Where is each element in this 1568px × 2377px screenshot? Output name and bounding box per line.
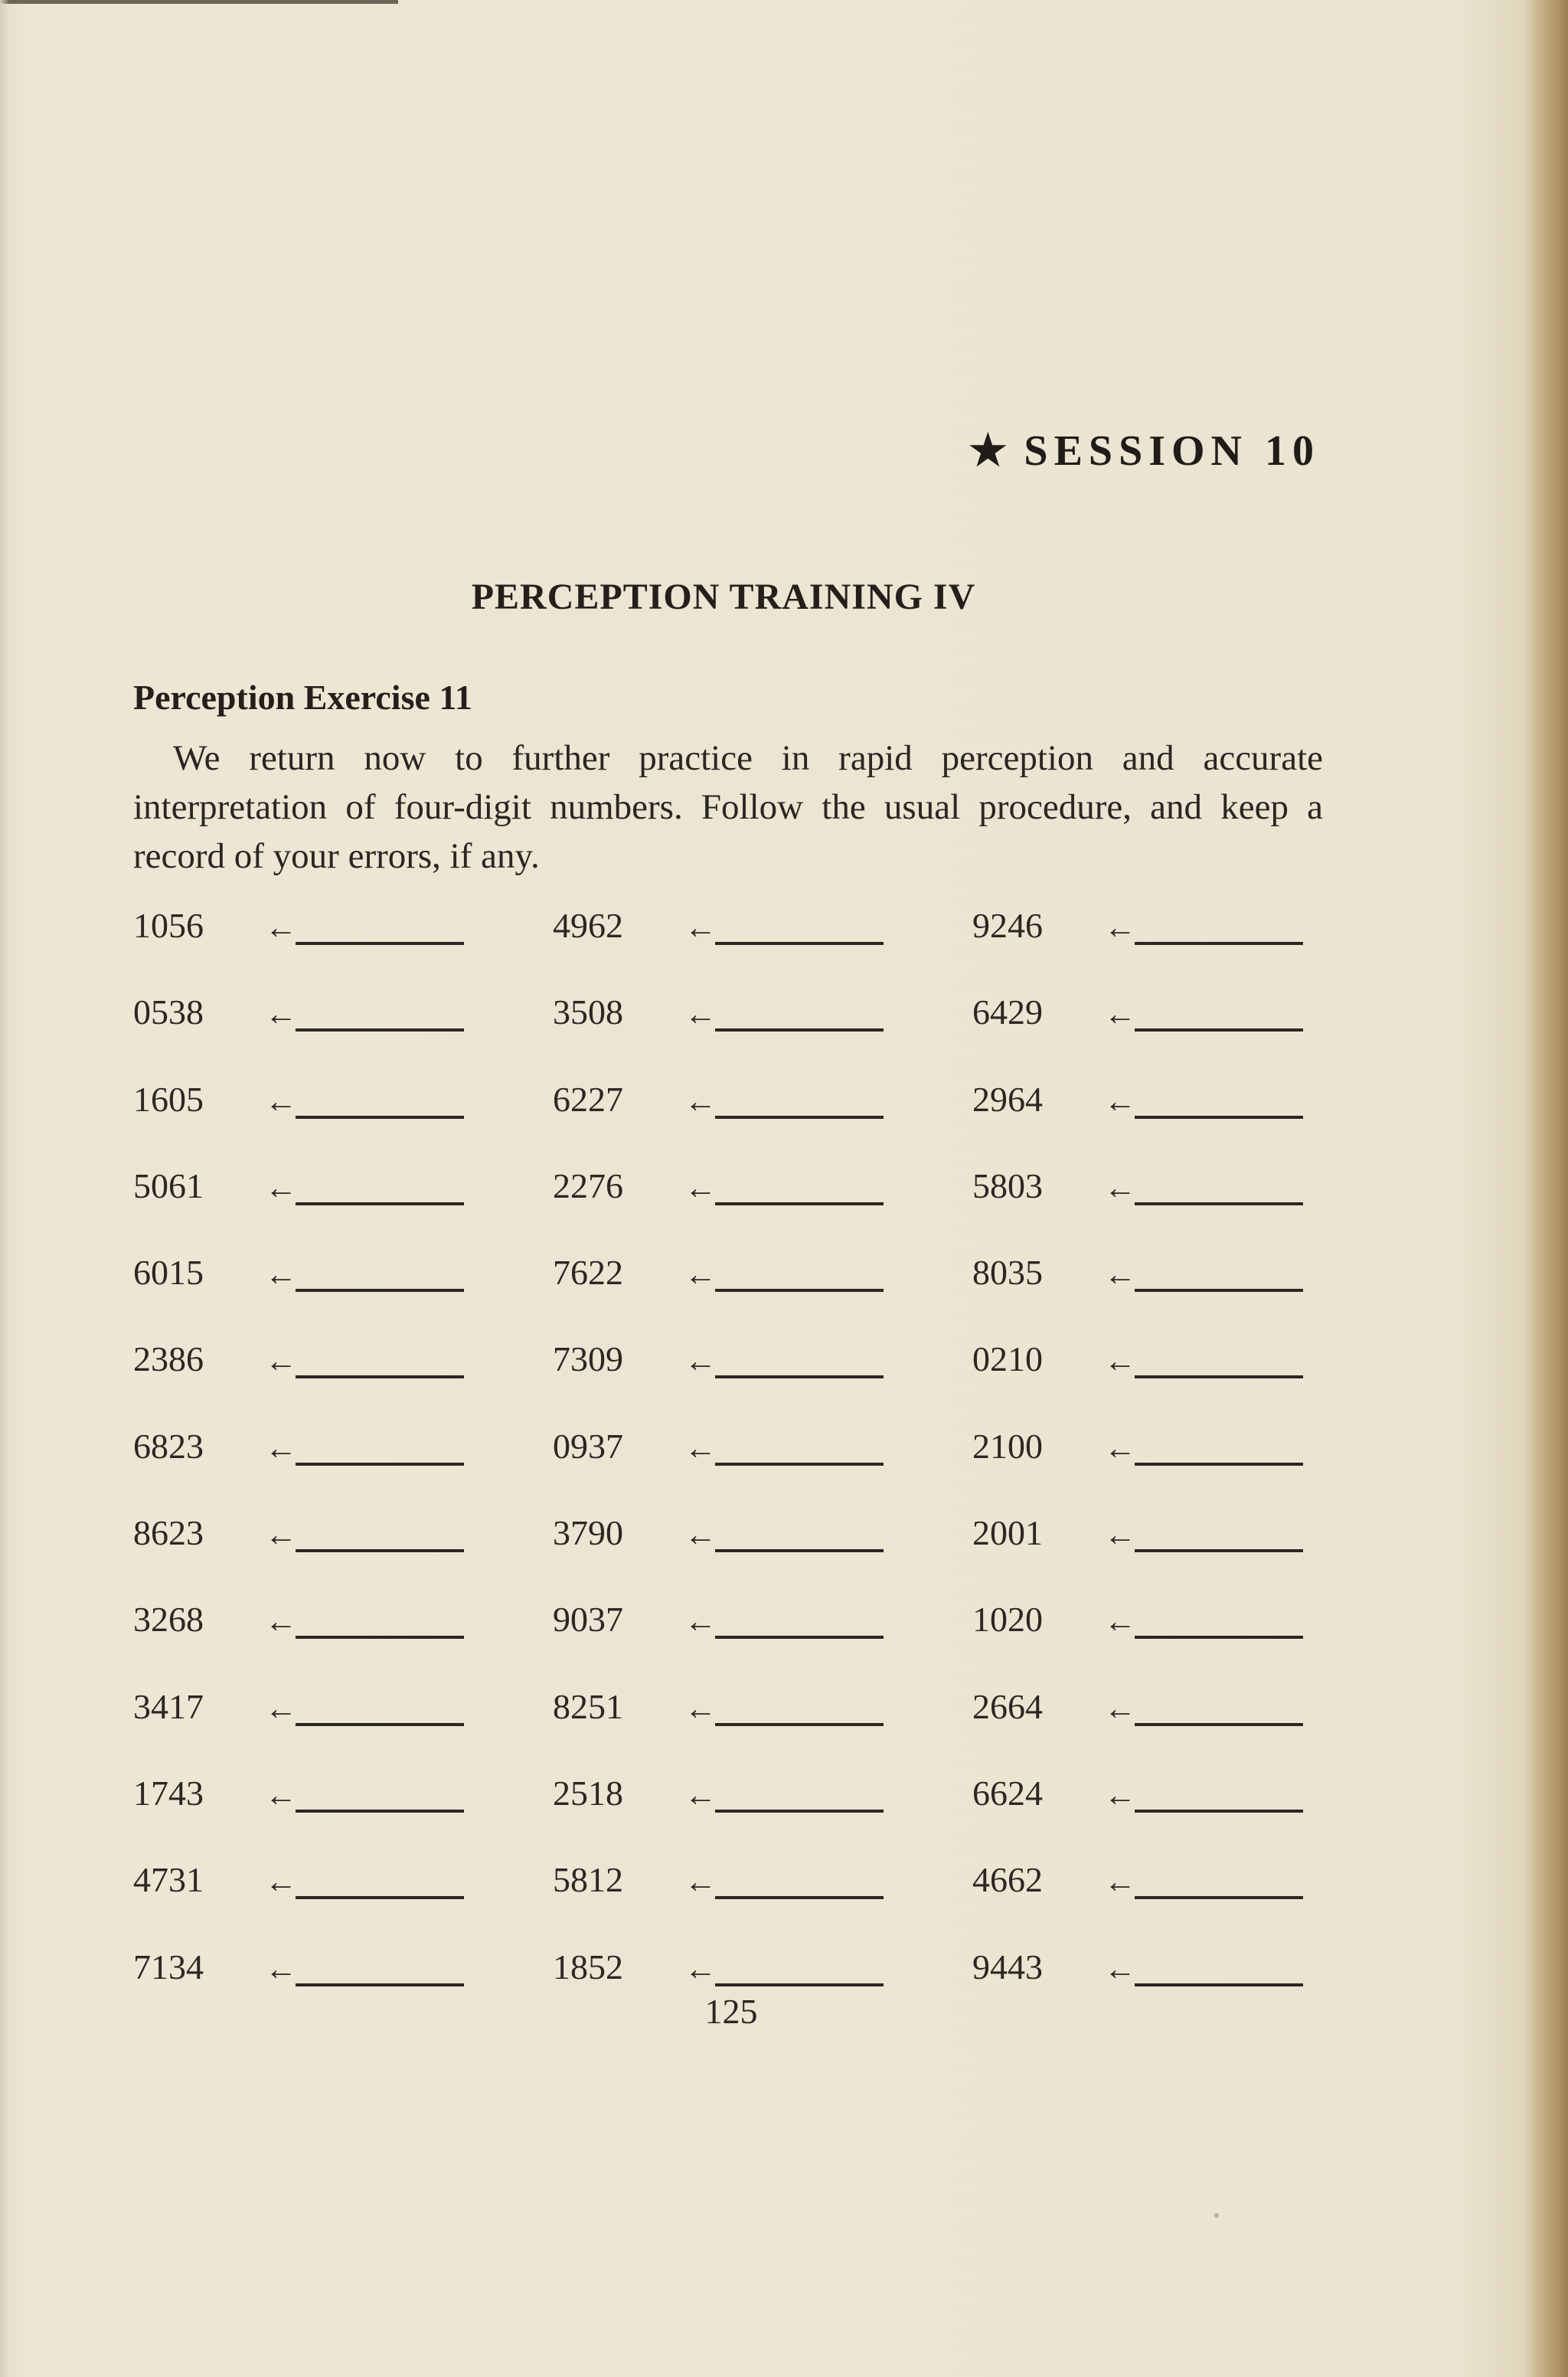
left-arrow-icon: ← bbox=[684, 1865, 717, 1901]
exercise-item bbox=[133, 1686, 553, 1732]
page-number: 125 bbox=[704, 1992, 758, 2031]
left-arrow-icon: ← bbox=[684, 1951, 717, 1987]
answer-blank[interactable] bbox=[296, 1079, 464, 1119]
four-digit-number: 0538 bbox=[133, 992, 204, 1032]
answer-blank[interactable] bbox=[296, 1773, 464, 1813]
exercise-row bbox=[133, 1252, 1328, 1339]
answer-blank[interactable] bbox=[715, 1686, 884, 1726]
exercise-row bbox=[133, 1773, 1328, 1859]
exercise-item bbox=[553, 1859, 972, 1905]
left-arrow-icon: ← bbox=[684, 1344, 717, 1380]
paper-speck bbox=[1214, 2213, 1219, 2218]
exercise-item bbox=[133, 1339, 553, 1385]
answer-blank[interactable] bbox=[715, 1079, 884, 1119]
exercise-row bbox=[133, 1512, 1328, 1599]
exercise-item bbox=[972, 1947, 1328, 1993]
session-title bbox=[969, 426, 1320, 476]
left-arrow-icon: ← bbox=[265, 1257, 297, 1293]
left-arrow-icon: ← bbox=[265, 1170, 297, 1206]
answer-blank[interactable] bbox=[296, 1426, 464, 1466]
four-digit-number: 7134 bbox=[133, 1947, 204, 1986]
left-arrow-icon: ← bbox=[1104, 1084, 1136, 1120]
left-arrow-icon: ← bbox=[684, 1170, 717, 1206]
four-digit-number: 1743 bbox=[133, 1773, 204, 1813]
left-arrow-icon: ← bbox=[265, 1084, 297, 1120]
exercise-item bbox=[553, 1426, 972, 1472]
answer-blank[interactable] bbox=[715, 1166, 884, 1205]
answer-blank[interactable] bbox=[1135, 1773, 1303, 1813]
four-digit-number: 6227 bbox=[553, 1079, 623, 1119]
four-digit-number: 2664 bbox=[972, 1686, 1043, 1726]
exercise-item bbox=[972, 1686, 1328, 1732]
four-digit-number: 3508 bbox=[553, 992, 623, 1032]
answer-blank[interactable] bbox=[296, 1947, 464, 1986]
four-digit-number: 6429 bbox=[972, 992, 1043, 1032]
answer-blank[interactable] bbox=[715, 1252, 884, 1292]
four-digit-number: 8251 bbox=[553, 1686, 623, 1726]
answer-blank[interactable] bbox=[1135, 1859, 1303, 1899]
section-heading: PERCEPTION TRAINING IV bbox=[471, 577, 976, 617]
four-digit-number: 5061 bbox=[133, 1166, 204, 1205]
answer-blank[interactable] bbox=[1135, 992, 1303, 1032]
exercise-heading: Perception Exercise 11 bbox=[133, 678, 472, 717]
four-digit-number: 1020 bbox=[972, 1600, 1043, 1640]
answer-blank[interactable] bbox=[1135, 1339, 1303, 1378]
left-arrow-icon: ← bbox=[265, 1691, 297, 1727]
four-digit-number: 0937 bbox=[553, 1426, 623, 1466]
four-digit-number: 2964 bbox=[972, 1079, 1043, 1119]
four-digit-number: 9037 bbox=[553, 1600, 623, 1640]
four-digit-number: 2518 bbox=[553, 1773, 623, 1813]
four-digit-number: 9443 bbox=[972, 1947, 1043, 1986]
four-digit-number: 1605 bbox=[133, 1079, 204, 1119]
left-arrow-icon: ← bbox=[1104, 1777, 1136, 1813]
exercise-row bbox=[133, 1859, 1328, 1946]
answer-blank[interactable] bbox=[715, 1773, 884, 1813]
four-digit-number: 5803 bbox=[972, 1166, 1043, 1205]
exercise-item bbox=[972, 905, 1328, 951]
answer-blank[interactable] bbox=[296, 1252, 464, 1292]
four-digit-number: 8035 bbox=[972, 1253, 1043, 1293]
left-arrow-icon: ← bbox=[1104, 1518, 1136, 1554]
four-digit-number: 6015 bbox=[133, 1253, 204, 1293]
four-digit-number: 4962 bbox=[553, 906, 623, 945]
four-digit-number: 0210 bbox=[972, 1339, 1043, 1379]
exercise-item bbox=[972, 1166, 1328, 1211]
four-digit-number: 9246 bbox=[972, 906, 1043, 945]
exercise-item bbox=[553, 905, 972, 951]
left-arrow-icon: ← bbox=[1104, 1344, 1136, 1380]
answer-blank[interactable] bbox=[296, 992, 464, 1032]
exercise-item bbox=[133, 1773, 553, 1819]
four-digit-number: 1852 bbox=[553, 1947, 623, 1986]
exercise-row bbox=[133, 905, 1328, 992]
exercise-item bbox=[553, 1686, 972, 1732]
exercise-item bbox=[553, 1252, 972, 1298]
exercise-instructions: We return now to further practice in rapid perception and accurate interpretation of four-digit numbers. Follow the usual procedure, and keep a record of your errors, if any. bbox=[133, 738, 1323, 876]
answer-blank[interactable] bbox=[1135, 1079, 1303, 1119]
exercise-row bbox=[133, 992, 1328, 1078]
four-digit-number: 2001 bbox=[972, 1513, 1043, 1553]
answer-blank[interactable] bbox=[715, 1512, 884, 1552]
exercise-row bbox=[133, 1079, 1328, 1166]
four-digit-number: 4662 bbox=[972, 1860, 1043, 1900]
four-digit-number: 7309 bbox=[553, 1339, 623, 1379]
exercise-item bbox=[553, 1599, 972, 1645]
four-digit-number: 3268 bbox=[133, 1600, 204, 1640]
left-arrow-icon: ← bbox=[265, 1865, 297, 1901]
answer-blank[interactable] bbox=[715, 1859, 884, 1899]
four-digit-number: 7622 bbox=[553, 1253, 623, 1293]
answer-blank[interactable] bbox=[296, 1512, 464, 1552]
left-arrow-icon: ← bbox=[684, 1777, 717, 1813]
answer-blank[interactable] bbox=[1135, 1947, 1303, 1986]
left-arrow-icon: ← bbox=[265, 911, 297, 946]
left-arrow-icon: ← bbox=[1104, 1951, 1136, 1987]
left-arrow-icon: ← bbox=[265, 997, 297, 1033]
left-arrow-icon: ← bbox=[265, 1951, 297, 1987]
left-arrow-icon: ← bbox=[265, 1604, 297, 1640]
number-exercise-grid bbox=[133, 905, 1328, 2033]
left-arrow-icon: ← bbox=[684, 1430, 717, 1466]
answer-blank[interactable] bbox=[1135, 1252, 1303, 1292]
four-digit-number: 2100 bbox=[972, 1426, 1043, 1466]
exercise-item bbox=[972, 992, 1328, 1038]
answer-blank[interactable] bbox=[715, 905, 884, 945]
four-digit-number: 3417 bbox=[133, 1686, 204, 1726]
left-arrow-icon: ← bbox=[1104, 1604, 1136, 1640]
answer-blank[interactable] bbox=[1135, 1686, 1303, 1726]
left-arrow-icon: ← bbox=[684, 1084, 717, 1120]
exercise-item bbox=[553, 1166, 972, 1211]
exercise-item bbox=[133, 1252, 553, 1298]
left-arrow-icon: ← bbox=[1104, 1430, 1136, 1466]
exercise-item bbox=[133, 992, 553, 1038]
answer-blank[interactable] bbox=[715, 1426, 884, 1466]
left-arrow-icon: ← bbox=[684, 911, 717, 946]
exercise-row bbox=[133, 1599, 1328, 1685]
left-arrow-icon: ← bbox=[684, 1518, 717, 1554]
four-digit-number: 5812 bbox=[553, 1860, 623, 1900]
answer-blank[interactable] bbox=[1135, 1512, 1303, 1552]
exercise-item bbox=[133, 1859, 553, 1905]
exercise-item bbox=[972, 1339, 1328, 1385]
exercise-item bbox=[972, 1079, 1328, 1125]
answer-blank[interactable] bbox=[296, 1339, 464, 1378]
four-digit-number: 6624 bbox=[972, 1773, 1043, 1813]
left-arrow-icon: ← bbox=[1104, 1257, 1136, 1293]
left-arrow-icon: ← bbox=[265, 1430, 297, 1466]
left-arrow-icon: ← bbox=[1104, 1170, 1136, 1206]
exercise-item bbox=[133, 1947, 553, 1993]
answer-blank[interactable] bbox=[296, 1859, 464, 1899]
top-rule bbox=[0, 0, 398, 4]
answer-blank[interactable] bbox=[715, 1339, 884, 1378]
answer-blank[interactable] bbox=[296, 1599, 464, 1639]
star-icon: ★ bbox=[969, 427, 1014, 475]
answer-blank[interactable] bbox=[715, 1599, 884, 1639]
exercise-row bbox=[133, 1426, 1328, 1512]
answer-blank[interactable] bbox=[1135, 1426, 1303, 1466]
answer-blank[interactable] bbox=[296, 1686, 464, 1726]
left-arrow-icon: ← bbox=[265, 1518, 297, 1554]
answer-blank[interactable] bbox=[296, 905, 464, 945]
answer-blank[interactable] bbox=[1135, 1166, 1303, 1205]
answer-blank[interactable] bbox=[296, 1166, 464, 1205]
left-arrow-icon: ← bbox=[684, 1691, 717, 1727]
exercise-item bbox=[133, 905, 553, 951]
exercise-item bbox=[972, 1252, 1328, 1298]
four-digit-number: 6823 bbox=[133, 1426, 204, 1466]
exercise-item bbox=[553, 1947, 972, 1993]
exercise-item bbox=[553, 1339, 972, 1385]
exercise-item bbox=[972, 1859, 1328, 1905]
exercise-row bbox=[133, 1166, 1328, 1252]
exercise-item bbox=[553, 1512, 972, 1558]
answer-blank[interactable] bbox=[1135, 1599, 1303, 1639]
left-arrow-icon: ← bbox=[684, 997, 717, 1033]
answer-blank[interactable] bbox=[1135, 905, 1303, 945]
exercise-item bbox=[553, 992, 972, 1038]
exercise-row bbox=[133, 1339, 1328, 1425]
four-digit-number: 2386 bbox=[133, 1339, 204, 1379]
exercise-item bbox=[972, 1599, 1328, 1645]
left-arrow-icon: ← bbox=[684, 1604, 717, 1640]
left-arrow-icon: ← bbox=[265, 1777, 297, 1813]
exercise-item bbox=[553, 1079, 972, 1125]
four-digit-number: 4731 bbox=[133, 1860, 204, 1900]
exercise-item bbox=[133, 1166, 553, 1211]
left-arrow-icon: ← bbox=[265, 1344, 297, 1380]
four-digit-number: 8623 bbox=[133, 1513, 204, 1553]
exercise-item bbox=[133, 1512, 553, 1558]
left-arrow-icon: ← bbox=[1104, 911, 1136, 946]
left-arrow-icon: ← bbox=[1104, 997, 1136, 1033]
exercise-item bbox=[553, 1773, 972, 1819]
four-digit-number: 3790 bbox=[553, 1513, 623, 1553]
left-arrow-icon: ← bbox=[1104, 1865, 1136, 1901]
exercise-item bbox=[972, 1773, 1328, 1819]
session-title-text: SESSION 10 bbox=[1024, 427, 1320, 475]
four-digit-number: 1056 bbox=[133, 906, 204, 945]
exercise-item bbox=[972, 1512, 1328, 1558]
answer-blank[interactable] bbox=[715, 1947, 884, 1986]
four-digit-number: 2276 bbox=[553, 1166, 623, 1205]
answer-blank[interactable] bbox=[715, 992, 884, 1032]
exercise-item bbox=[133, 1599, 553, 1645]
left-arrow-icon: ← bbox=[684, 1257, 717, 1293]
left-arrow-icon: ← bbox=[1104, 1691, 1136, 1727]
exercise-item bbox=[972, 1426, 1328, 1472]
exercise-item bbox=[133, 1079, 553, 1125]
exercise-item bbox=[133, 1426, 553, 1472]
exercise-row bbox=[133, 1686, 1328, 1773]
